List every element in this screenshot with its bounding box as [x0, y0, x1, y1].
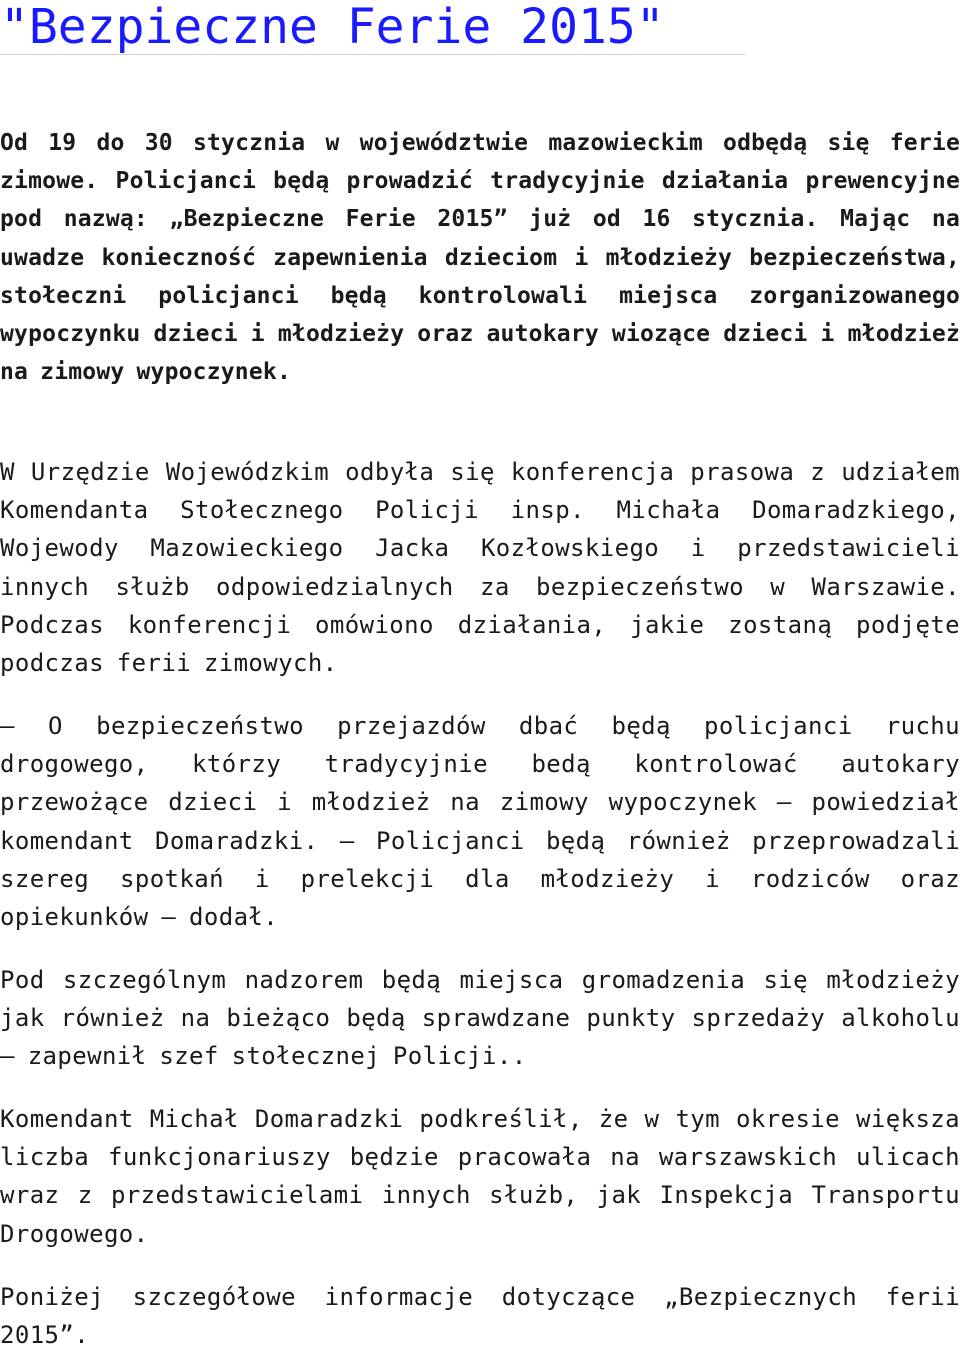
title-block [0, 0, 745, 55]
body-paragraph-details: Poniżej szczegółowe informacje dotyczące „Bezpiecznych ferii 2015”. [0, 1283, 960, 1350]
body-paragraph-supervision: Pod szczególnym nadzorem będą miejsca gromadzenia się młodzieży jak również na bieżąco będą sprawdzane punkty sprzedaży alkoholu – zapewnił szef stołecznej Policji.. [0, 966, 960, 1071]
body-paragraph-officers: Komendant Michał Domaradzki podkreślił, że w tym okresie większa liczba funkcjonariuszy będzie pracowała na warszawskich ulicach wraz z przedstawicielami innych służb, jak Inspekcja Transportu Drogowego. [0, 1105, 960, 1248]
body-paragraph-conference: W Urzędzie Wojewódzkim odbyła się konferencja prasowa z udziałem Komendanta Stołecznego Policji insp. Michała Domaradzkiego, Wojewody Mazowieckiego Jacka Kozłowskiego i przedstawicieli innych służb odpowiedzialnych za bezpieczeństwo w Warszawie. Podczas konferencji omówiono działania, jakie zostaną podjęte podczas ferii zimowych. [0, 458, 960, 678]
body-paragraph-quote: – O bezpieczeństwo przejazdów dbać będą policjanci ruchu drogowego, którzy tradycyjnie bedą kontrolować autokary przewożące dzieci i młodzież na zimowy wypoczynek – powiedział komendant Domaradzki. – Policjanci będą również przeprowadzali szereg spotkań i prelekcji dla młodzieży i rodziców oraz opiekunków – dodał. [0, 712, 960, 932]
article-title: "Bezpieczne Ferie 2015" [0, 0, 745, 55]
lead-paragraph: Od 19 do 30 stycznia w województwie mazowieckim odbędą się ferie zimowe. Policjanci będą prowadzić tradycyjnie działania prewencyjne pod nazwą: „Bezpieczne Ferie 2015” już od 16 stycznia. Mając na uwadze konieczność zapewnienia dzieciom i młodzieży bezpieczeństwa, stołeczni policjanci będą kontrolowali miejsca zorganizowanego wypoczynku dzieci i młodzieży oraz autokary wiozące dzieci i młodzież na zimowy wypoczynek. [0, 130, 960, 386]
